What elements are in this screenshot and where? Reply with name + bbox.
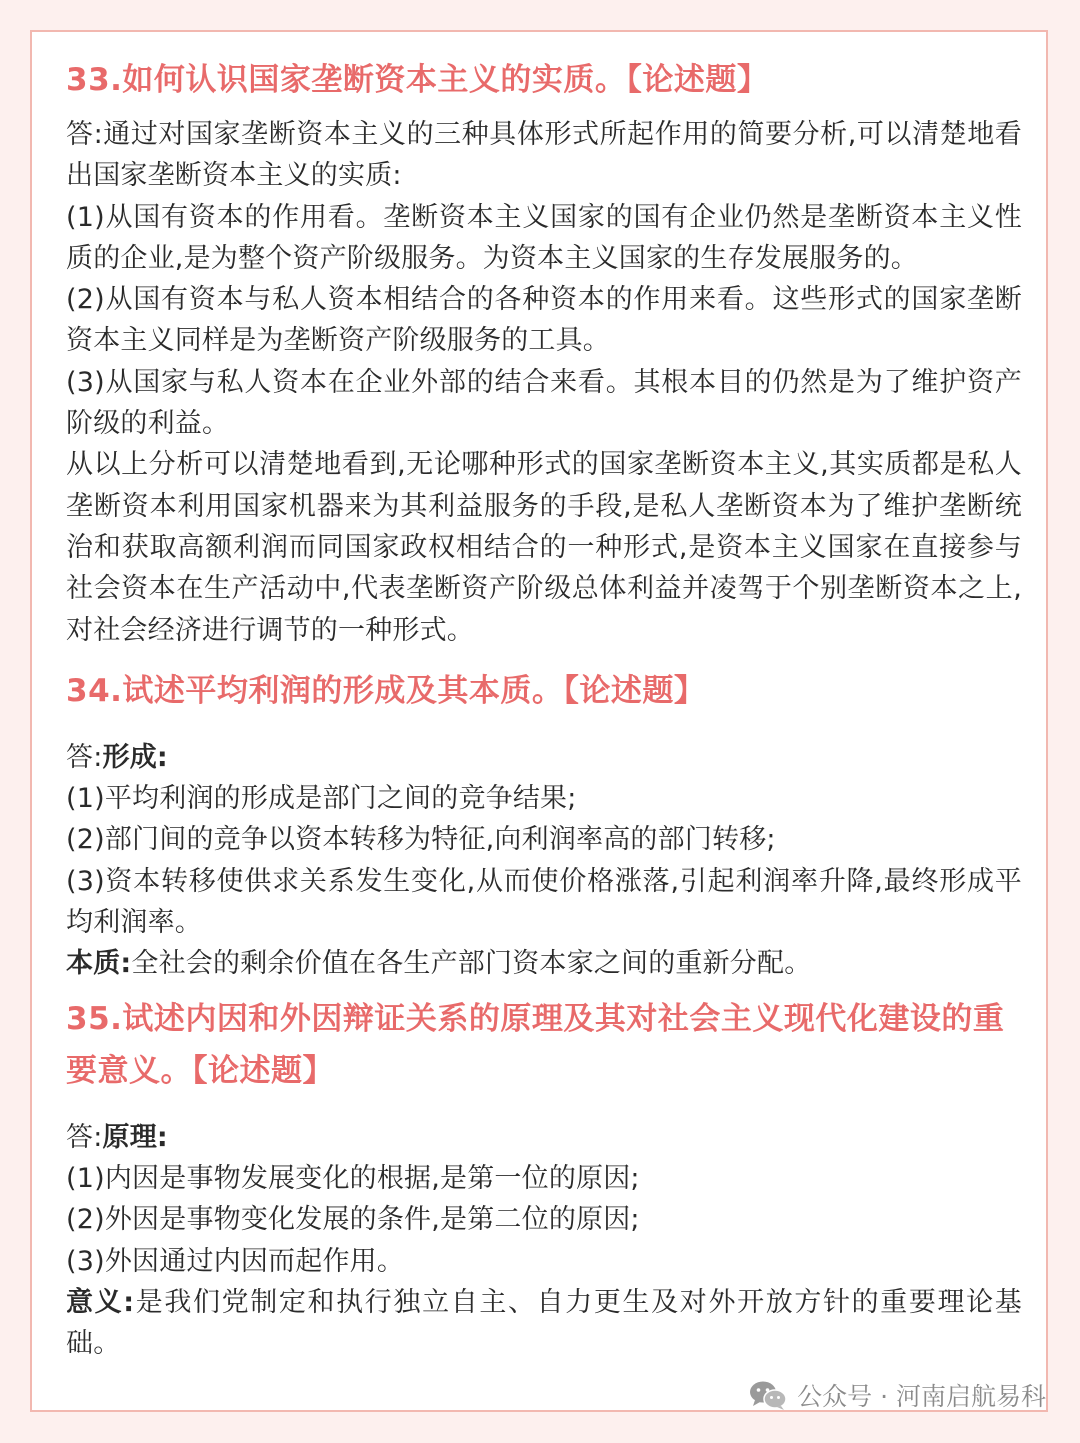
wechat-icon — [749, 1380, 787, 1410]
question-34 — [66, 665, 1022, 985]
question-34-point-1: (1)平均利润的形成是部门之间的竞争结果; — [66, 783, 577, 815]
question-35-meaning — [66, 1282, 1022, 1365]
watermark — [749, 1377, 1046, 1413]
question-34-point-2: (2)部门间的竞争以资本转移为特征,向利润率高的部门转移; — [66, 824, 776, 856]
question-35-point-1: (1)内因是事物发展变化的根据,是第一位的原因; — [66, 1162, 640, 1194]
question-34-title: 34.试述平均利润的形成及其本质。【论述题】 — [66, 672, 706, 709]
answer-prefix: 答: — [66, 741, 103, 773]
question-34-answer-head — [66, 737, 1022, 778]
question-34-essence — [66, 943, 1022, 984]
watermark-text: 公众号 · 河南启航易科 — [797, 1382, 1046, 1411]
formation-label: 形成: — [102, 741, 168, 773]
answer-prefix: 答: — [66, 1121, 103, 1153]
essence-text: 全社会的剩余价值在各生产部门资本家之间的重新分配。 — [131, 948, 812, 980]
meaning-label: 意义: — [66, 1286, 135, 1318]
question-34-point-3: (3)资本转移使供求关系发生变化,从而使价格涨落,引起利润率升降,最终形成平均利润率。 — [66, 865, 1022, 939]
question-33-intro: 答:通过对国家垄断资本主义的三种具体形式所起作用的简要分析,可以清楚地看出国家垄断资本主义的实质: — [66, 119, 1022, 192]
document-content — [66, 54, 1022, 1364]
question-35-answer-head — [66, 1117, 1022, 1158]
question-35-point-2: (2)外因是事物变化发展的条件,是第二位的原因; — [66, 1204, 640, 1236]
essence-label: 本质: — [66, 948, 132, 980]
question-35-title: 35.试述内因和外因辩证关系的原理及其对社会主义现代化建设的重要意义。【论述题】 — [66, 1000, 1005, 1089]
principle-label: 原理: — [102, 1121, 168, 1153]
question-33-title: 33.如何认识国家垄断资本主义的实质。【论述题】 — [66, 62, 769, 98]
question-35 — [66, 993, 1022, 1365]
question-33 — [66, 54, 1022, 651]
question-33-point-2: (2)从国有资本与私人资本相结合的各种资本的作用来看。这些形式的国家垄断资本主义同样是为垄断资产阶级服务的工具。 — [66, 284, 1022, 357]
question-33-point-3: (3)从国家与私人资本在企业外部的结合来看。其根本目的仍然是为了维护资产阶级的利益。 — [66, 366, 1022, 440]
meaning-text: 是我们党制定和执行独立自主、自力更生及对外开放方针的重要理论基础。 — [66, 1286, 1022, 1360]
question-33-point-1: (1)从国有资本的作用看。垄断资本主义国家的国有企业仍然是垄断资本主义性质的企业,是为整个资产阶级服务。为资本主义国家的生存发展服务的。 — [66, 201, 1022, 274]
question-33-conclusion: 从以上分析可以清楚地看到,无论哪种形式的国家垄断资本主义,其实质都是私人垄断资本利用国家机器来为其利益服务的手段,是私人垄断资本为了维护垄断统治和获取高额利润而同国家政权相结合的一种形式,是资本主义国家在直接参与社会资本在生产活动中,代表垄断资产阶级总体利益并凌驾于个别垄断资本之上,对社会经济进行调节的一种形式。 — [66, 449, 1022, 646]
question-35-point-3: (3)外因通过内因而起作用。 — [66, 1245, 405, 1277]
